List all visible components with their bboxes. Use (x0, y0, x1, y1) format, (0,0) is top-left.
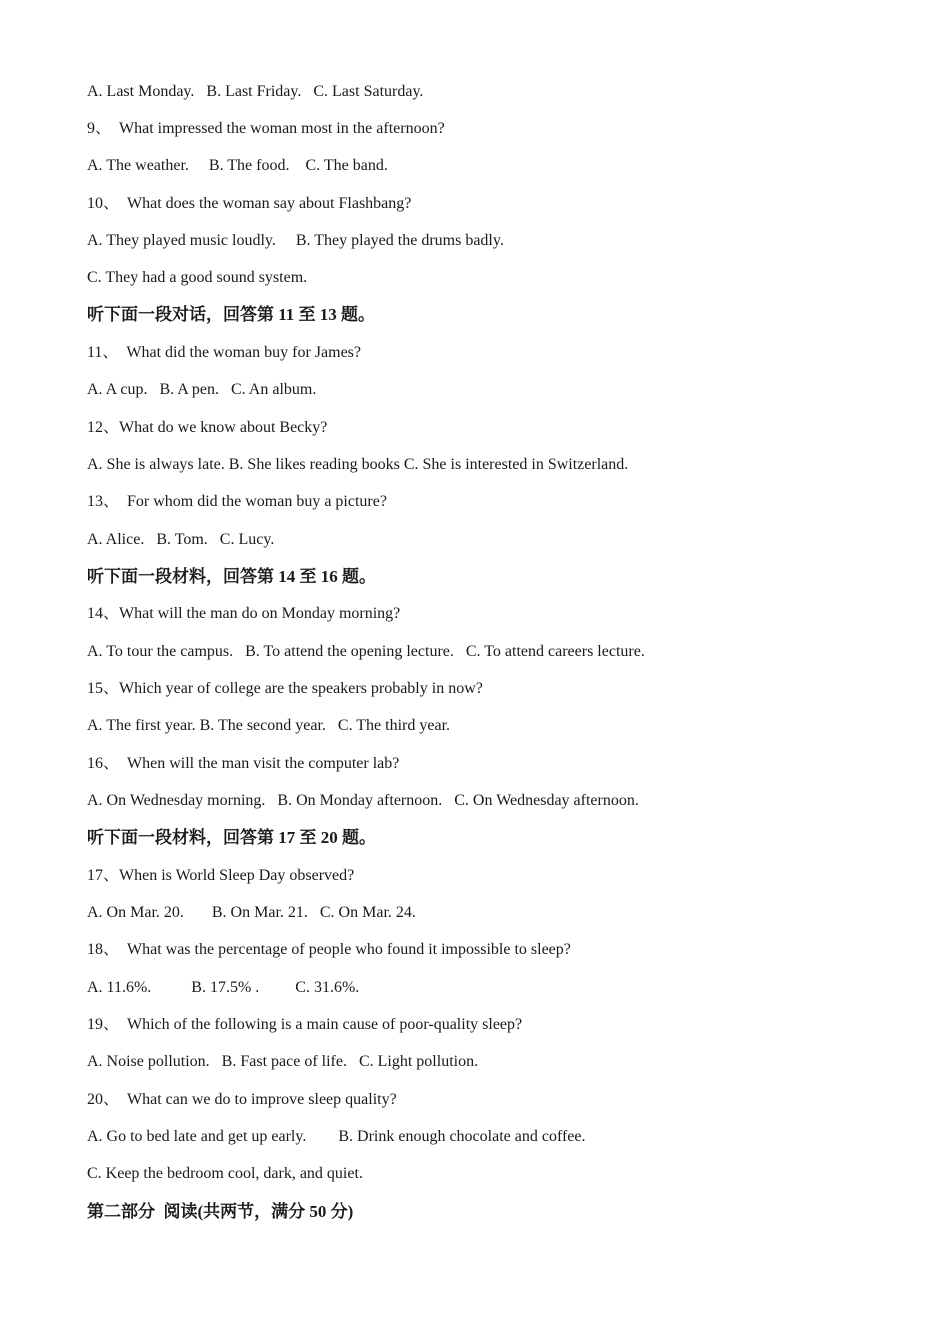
answer-options-q9: A. The weather. B. The food. C. The band. (87, 157, 388, 174)
answer-options-q19: A. Noise pollution. B. Fast pace of life. C. Light pollution. (87, 1053, 479, 1070)
part-two-heading: 第二部分 阅读(共两节，满分 50 分) (87, 1202, 354, 1221)
question-16: 16、 When will the man visit the computer lab? (87, 755, 400, 772)
answer-options-q15: A. The first year. B. The second year. C. The third year. (87, 717, 451, 734)
section-heading-11-13: 听下面一段对话，回答第 11 至 13 题。 (87, 305, 376, 324)
answer-options-q18: A. 11.6%. B. 17.5% . C. 31.6%. (87, 979, 360, 996)
answer-options-q10: A. They played music loudly. B. They played the drums badly. (87, 232, 504, 249)
section-heading-14-16: 听下面一段材料，回答第 14 至 16 题。 (87, 567, 376, 586)
answer-options-q17: A. On Mar. 20. B. On Mar. 21. C. On Mar. 24. (87, 904, 416, 921)
question-19: 19、 Which of the following is a main cause of poor-quality sleep? (87, 1016, 523, 1033)
answer-options-q14: A. To tour the campus. B. To attend the opening lecture. C. To attend careers lecture. (87, 643, 645, 660)
question-17: 17、When is World Sleep Day observed? (87, 867, 355, 884)
question-10: 10、 What does the woman say about Flashbang? (87, 195, 412, 212)
question-18: 18、 What was the percentage of people who found it impossible to sleep? (87, 941, 571, 958)
question-13: 13、 For whom did the woman buy a picture? (87, 493, 387, 510)
section-heading-17-20: 听下面一段材料，回答第 17 至 20 题。 (87, 828, 376, 847)
question-14: 14、What will the man do on Monday morning? (87, 605, 401, 622)
question-20: 20、 What can we do to improve sleep quality? (87, 1091, 397, 1108)
question-11: 11、 What did the woman buy for James? (87, 344, 362, 361)
answer-options-q16: A. On Wednesday morning. B. On Monday afternoon. C. On Wednesday afternoon. (87, 792, 639, 809)
answer-options-q13: A. Alice. B. Tom. C. Lucy. (87, 531, 275, 548)
answer-options-q12: A. She is always late. B. She likes reading books C. She is interested in Switzerland. (87, 456, 629, 473)
answer-options-q20: A. Go to bed late and get up early. B. Drink enough chocolate and coffee. (87, 1128, 586, 1145)
answer-option-q10-c: C. They had a good sound system. (87, 269, 308, 286)
answer-options-q11: A. A cup. B. A pen. C. An album. (87, 381, 317, 398)
question-15: 15、Which year of college are the speakers probably in now? (87, 680, 483, 697)
answer-options-q8: A. Last Monday. B. Last Friday. C. Last Saturday. (87, 83, 424, 100)
question-9: 9、 What impressed the woman most in the afternoon? (87, 120, 445, 137)
answer-option-q20-c: C. Keep the bedroom cool, dark, and quiet. (87, 1165, 363, 1182)
question-12: 12、What do we know about Becky? (87, 419, 328, 436)
